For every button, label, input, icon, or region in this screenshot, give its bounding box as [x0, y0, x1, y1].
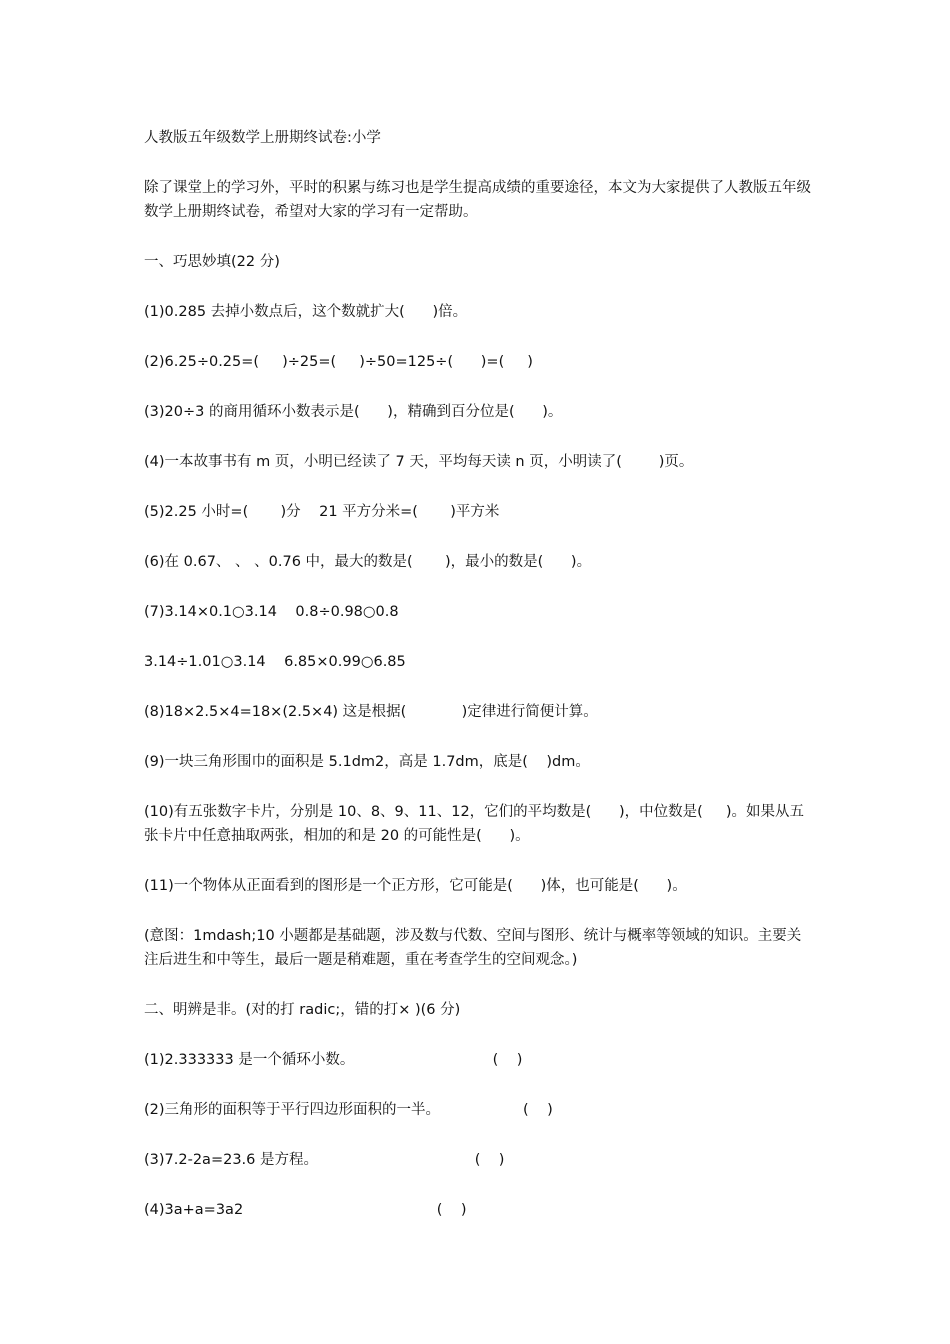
question-item: (6)在 0.67、 、 、0.76 中，最大的数是( )，最小的数是( )。: [144, 554, 592, 570]
question-item: (5)2.25 小时=( )分 21 平方分米=( )平方米: [144, 504, 500, 520]
question-item: (9)一块三角形围巾的面积是 5.1dm2，高是 1.7dm，底是( )dm。: [144, 754, 590, 770]
section2-heading: 二、明辨是非。(对的打 radic;，错的打× )(6 分): [144, 1002, 461, 1018]
question-item: (10)有五张数字卡片，分别是 10、8、9、11、12，它们的平均数是( )，中位数是( )。如果从五张卡片中任意抽取两张，相加的和是 20 的可能性是( )。: [144, 804, 805, 844]
true-false-item: (4)3a+a=3a2 ( ): [144, 1202, 467, 1218]
question-item: (1)0.285 去掉小数点后，这个数就扩大( )倍。: [144, 304, 468, 320]
question-item: 3.14÷1.01○3.14 6.85×0.99○6.85: [144, 654, 406, 670]
true-false-item: (1)2.333333 是一个循环小数。 ( ): [144, 1052, 523, 1068]
document-title: 人教版五年级数学上册期终试卷:小学: [144, 130, 381, 146]
document-body: [144, 126, 814, 1248]
intro-paragraph: 除了课堂上的学习外，平时的积累与练习也是学生提高成绩的重要途径，本文为大家提供了人教版五年级数学上册期终试卷，希望对大家的学习有一定帮助。: [144, 180, 811, 220]
question-item: (2)6.25÷0.25=( )÷25=( )÷50=125÷( )=( ): [144, 354, 533, 370]
question-item: (7)3.14×0.1○3.14 0.8÷0.98○0.8: [144, 604, 399, 620]
section1-note: (意图：1mdash;10 小题都是基础题，涉及数与代数、空间与图形、统计与概率等领域的知识。主要关注后进生和中等生，最后一题是稍难题，重在考查学生的空间观念。): [144, 928, 802, 968]
question-item: (11)一个物体从正面看到的图形是一个正方形，它可能是( )体，也可能是( )。: [144, 878, 687, 894]
question-item: (3)20÷3 的商用循环小数表示是( )，精确到百分位是( )。: [144, 404, 563, 420]
true-false-item: (2)三角形的面积等于平行四边形面积的一半。 ( ): [144, 1102, 553, 1118]
true-false-item: (3)7.2-2a=23.6 是方程。 ( ): [144, 1152, 505, 1168]
question-item: (8)18×2.5×4=18×(2.5×4) 这是根据( )定律进行简便计算。: [144, 704, 598, 720]
section1-heading: 一、巧思妙填(22 分): [144, 254, 280, 270]
question-item: (4)一本故事书有 m 页，小明已经读了 7 天，平均每天读 n 页，小明读了( )页。: [144, 454, 694, 470]
